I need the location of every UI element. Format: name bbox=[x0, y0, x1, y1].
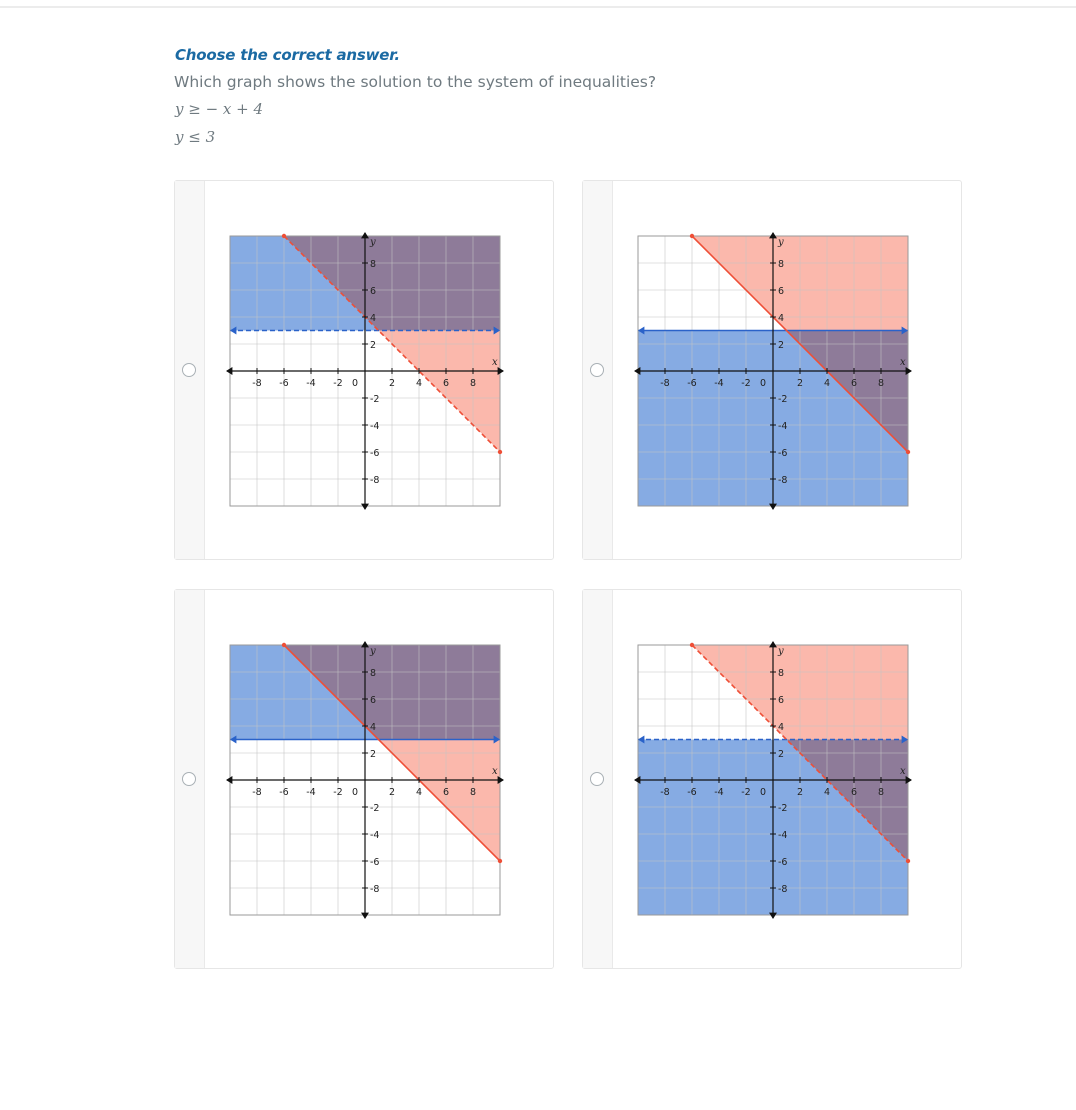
y-axis-arrow-down bbox=[769, 913, 777, 919]
y-axis-label: y bbox=[370, 237, 376, 248]
answer-option-c[interactable] bbox=[174, 589, 554, 969]
x-tick-label: 8 bbox=[469, 787, 477, 798]
x-axis-arrow-left bbox=[634, 367, 640, 375]
x-tick-label: 2 bbox=[388, 378, 396, 389]
red-line-arrow-top bbox=[282, 643, 286, 647]
instruction-text: Choose the correct answer. bbox=[175, 46, 400, 64]
x-tick-label: -4 bbox=[306, 378, 316, 389]
x-tick-label: 2 bbox=[796, 787, 804, 798]
y-axis-arrow-up bbox=[769, 641, 777, 647]
x-tick-label: -2 bbox=[741, 378, 751, 389]
y-tick-label: -8 bbox=[370, 475, 380, 486]
option-rail bbox=[175, 590, 205, 968]
x-tick-label: 2 bbox=[388, 787, 396, 798]
y-tick-label: 4 bbox=[370, 313, 377, 324]
x-tick-label: 6 bbox=[442, 787, 450, 798]
x-tick-label: 0 bbox=[759, 787, 767, 798]
option-rail bbox=[175, 181, 205, 559]
x-tick-label: 0 bbox=[351, 787, 359, 798]
y-tick-label: 6 bbox=[778, 695, 785, 706]
x-tick-label: 4 bbox=[823, 378, 831, 389]
x-tick-label: 0 bbox=[351, 378, 359, 389]
radio-button-d[interactable] bbox=[590, 772, 604, 786]
y-tick-label: -4 bbox=[370, 421, 380, 432]
x-tick-label: -4 bbox=[714, 787, 724, 798]
x-tick-label: -6 bbox=[687, 787, 697, 798]
x-tick-label: 6 bbox=[442, 378, 450, 389]
y-axis-label: y bbox=[778, 646, 784, 657]
x-tick-label: 4 bbox=[823, 787, 831, 798]
y-axis-arrow-down bbox=[769, 504, 777, 510]
x-tick-label: 6 bbox=[850, 378, 858, 389]
y-tick-label: 2 bbox=[370, 340, 377, 351]
x-tick-label: -8 bbox=[252, 787, 262, 798]
y-tick-label: 6 bbox=[370, 695, 377, 706]
x-tick-label: -8 bbox=[660, 787, 670, 798]
x-tick-label: -8 bbox=[660, 378, 670, 389]
y-axis-arrow-up bbox=[361, 232, 369, 238]
y-tick-label: -2 bbox=[778, 394, 788, 405]
y-tick-label: 2 bbox=[778, 749, 785, 760]
option-rail bbox=[583, 181, 613, 559]
y-tick-label: 4 bbox=[778, 722, 785, 733]
x-tick-label: -6 bbox=[279, 787, 289, 798]
x-axis-arrow-left bbox=[226, 776, 232, 784]
x-tick-label: -2 bbox=[333, 378, 343, 389]
y-tick-label: -6 bbox=[778, 448, 788, 459]
answer-option-d[interactable] bbox=[582, 589, 962, 969]
x-axis-arrow-left bbox=[634, 776, 640, 784]
y-tick-label: -6 bbox=[370, 448, 380, 459]
red-line-arrow-top bbox=[282, 234, 286, 238]
x-tick-label: 6 bbox=[850, 787, 858, 798]
y-tick-label: 8 bbox=[778, 259, 785, 270]
y-tick-label: -2 bbox=[370, 803, 380, 814]
y-tick-label: -4 bbox=[778, 830, 788, 841]
radio-button-b[interactable] bbox=[590, 363, 604, 377]
x-tick-label: 8 bbox=[469, 378, 477, 389]
x-axis-arrow-right bbox=[498, 776, 504, 784]
x-axis-arrow-left bbox=[226, 367, 232, 375]
graph-b bbox=[623, 221, 923, 521]
red-line-arrow-bottom bbox=[498, 450, 502, 454]
y-tick-label: 6 bbox=[778, 286, 785, 297]
top-divider bbox=[0, 6, 1076, 8]
y-axis-arrow-up bbox=[769, 232, 777, 238]
question-text: Which graph shows the solution to the system of inequalities? bbox=[174, 73, 657, 91]
y-tick-label: -4 bbox=[370, 830, 380, 841]
graph-d bbox=[623, 630, 923, 930]
y-tick-label: 4 bbox=[778, 313, 785, 324]
x-tick-label: 8 bbox=[877, 378, 885, 389]
y-axis-arrow-up bbox=[361, 641, 369, 647]
graph-svg-a bbox=[215, 221, 515, 521]
y-tick-label: -4 bbox=[778, 421, 788, 432]
x-tick-label: -6 bbox=[279, 378, 289, 389]
x-tick-label: 0 bbox=[759, 378, 767, 389]
x-tick-label: -8 bbox=[252, 378, 262, 389]
y-tick-label: -2 bbox=[370, 394, 380, 405]
y-tick-label: 2 bbox=[370, 749, 377, 760]
x-tick-label: -2 bbox=[333, 787, 343, 798]
y-tick-label: -2 bbox=[778, 803, 788, 814]
red-line-arrow-bottom bbox=[906, 450, 910, 454]
radio-button-c[interactable] bbox=[182, 772, 196, 786]
x-axis-arrow-right bbox=[906, 776, 912, 784]
inequality-1: y ≥ − x + 4 bbox=[175, 100, 264, 118]
inequality-2: y ≤ 3 bbox=[175, 128, 216, 146]
red-line-arrow-bottom bbox=[498, 859, 502, 863]
y-axis-label: y bbox=[778, 237, 784, 248]
y-tick-label: -8 bbox=[778, 884, 788, 895]
x-tick-label: -4 bbox=[714, 378, 724, 389]
x-tick-label: -4 bbox=[306, 787, 316, 798]
y-tick-label: 2 bbox=[778, 340, 785, 351]
y-axis-label: y bbox=[370, 646, 376, 657]
y-tick-label: 6 bbox=[370, 286, 377, 297]
y-axis-arrow-down bbox=[361, 504, 369, 510]
graph-a bbox=[215, 221, 515, 521]
red-line-arrow-top bbox=[690, 643, 694, 647]
x-tick-label: 4 bbox=[415, 787, 423, 798]
x-axis-label: x bbox=[900, 357, 906, 368]
radio-button-a[interactable] bbox=[182, 363, 196, 377]
x-axis-label: x bbox=[900, 766, 906, 777]
x-tick-label: -2 bbox=[741, 787, 751, 798]
x-axis-arrow-right bbox=[906, 367, 912, 375]
y-tick-label: 8 bbox=[370, 259, 377, 270]
y-tick-label: -6 bbox=[370, 857, 380, 868]
graph-svg-b bbox=[623, 221, 923, 521]
graph-svg-d bbox=[623, 630, 923, 930]
option-rail bbox=[583, 590, 613, 968]
x-axis-arrow-right bbox=[498, 367, 504, 375]
answer-option-a[interactable] bbox=[174, 180, 554, 560]
y-tick-label: -8 bbox=[778, 475, 788, 486]
x-tick-label: 2 bbox=[796, 378, 804, 389]
answer-option-b[interactable] bbox=[582, 180, 962, 560]
graph-svg-c bbox=[215, 630, 515, 930]
x-tick-label: 8 bbox=[877, 787, 885, 798]
x-tick-label: -6 bbox=[687, 378, 697, 389]
y-tick-label: 8 bbox=[778, 668, 785, 679]
red-line-arrow-top bbox=[690, 234, 694, 238]
y-tick-label: 4 bbox=[370, 722, 377, 733]
y-axis-arrow-down bbox=[361, 913, 369, 919]
y-tick-label: -6 bbox=[778, 857, 788, 868]
x-tick-label: 4 bbox=[415, 378, 423, 389]
red-line-arrow-bottom bbox=[906, 859, 910, 863]
x-axis-label: x bbox=[492, 766, 498, 777]
y-tick-label: 8 bbox=[370, 668, 377, 679]
x-axis-label: x bbox=[492, 357, 498, 368]
y-tick-label: -8 bbox=[370, 884, 380, 895]
graph-c bbox=[215, 630, 515, 930]
